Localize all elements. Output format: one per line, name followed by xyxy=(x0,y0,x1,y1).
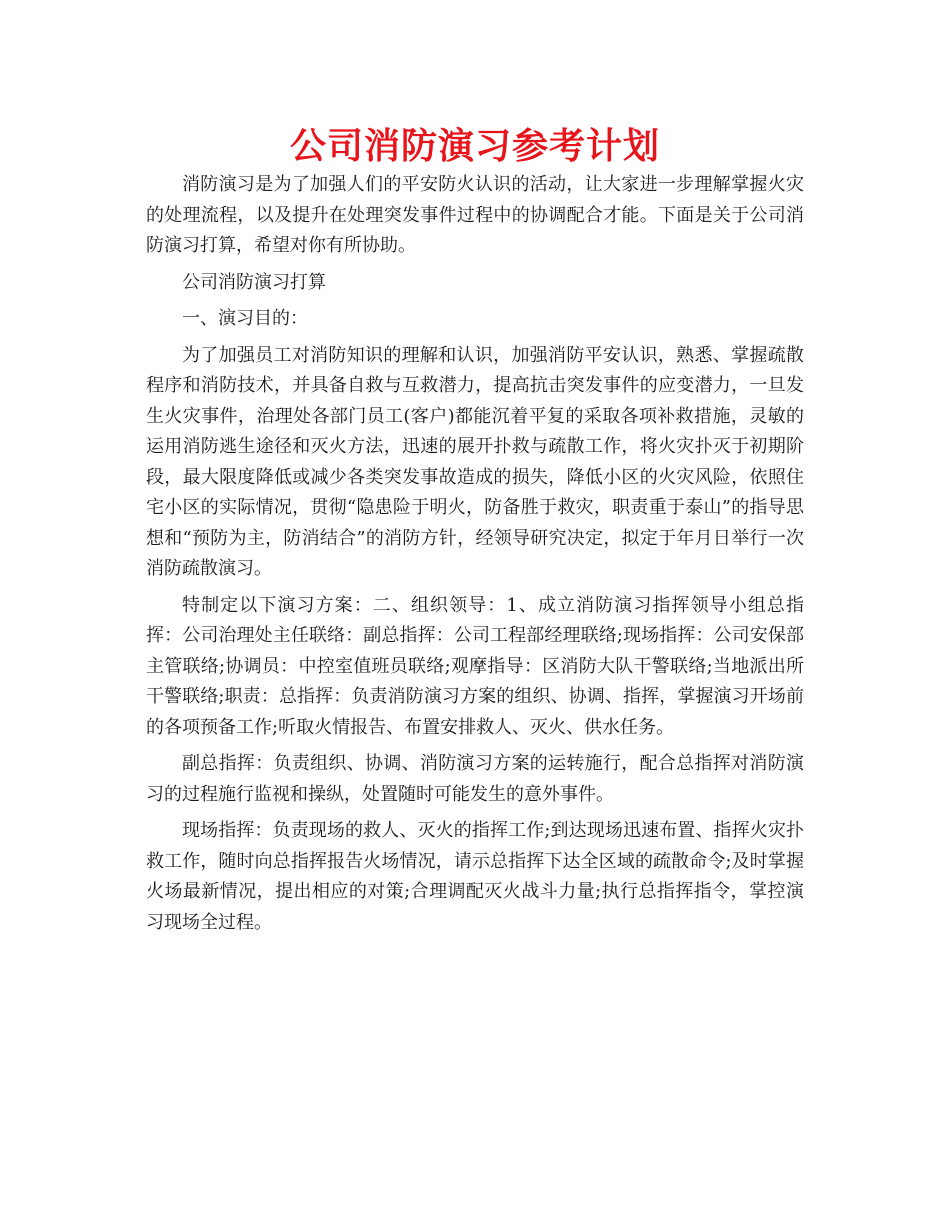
paragraph-deputy-commander: 副总指挥：负责组织、协调、消防演习方案的运转施行，配合总指挥对消防演习的过程施行监视和操纵，处置随时可能发生的意外事件。 xyxy=(146,753,804,805)
page-title: 公司消防演习参考计划 xyxy=(289,126,660,167)
paragraph-section-purpose: 一、演习目的： xyxy=(182,308,308,329)
document-body xyxy=(146,170,804,944)
paragraph-plan-heading: 公司消防演习打算 xyxy=(182,271,326,293)
paragraph-purpose-detail: 为了加强员工对消防知识的理解和认识，加强消防平安认识，熟悉、掌握疏散程序和消防技术，并具备自救与互救潜力，提高抗击突发事件的应变潜力，一旦发生火灾事件，治理处各部门员工(客户)都能沉着平复的采取各项补救措施，灵敏的运用消防逃生途径和灭火方法，迅速的展开扑救与疏散工作，将火灾扑灭于初期阶段，最大限度降低或减少各类突发事故造成的损失，降低小区的火灾风险，依照住宅小区的实际情况，贯彻“隐患险于明火，防备胜于救灾，职责重于泰山”的指导思想和“预防为主，防消结合”的消防方针，经领导研究决定，拟定于年月日举行一次消防疏散演习。 xyxy=(146,344,804,579)
paragraph-organization: 特制定以下演习方案：二、组织领导：1、成立消防演习指挥领导小组总指挥：公司治理处主任联络：副总指挥：公司工程部经理联络;现场指挥：公司安保部主管联络;协调员：中控室值班员联络;观摩指导：区消防大队干警联络;当地派出所干警联络;职责：总指挥：负责消防演习方案的组织、协调、指挥，掌握演习开场前的各项预备工作;听取火情报告、布置安排救人、灭火、供水任务。 xyxy=(146,594,804,738)
paragraph-intro: 消防演习是为了加强人们的平安防火认识的活动，让大家进一步理解掌握火灾的处理流程，以及提升在处理突发事件过程中的协调配合才能。下面是关于公司消防演习打算，希望对你有所协助。 xyxy=(146,174,804,256)
paragraph-site-commander: 现场指挥：负责现场的救人、灭火的指挥工作;到达现场迅速布置、指挥火灾扑救工作，随时向总指挥报告火场情况，请示总指挥下达全区域的疏散命令;及时掌握火场最新情况，提出相应的对策;合理调配灭火战斗力量;执行总指挥指令，掌控演习现场全过程。 xyxy=(146,820,804,933)
